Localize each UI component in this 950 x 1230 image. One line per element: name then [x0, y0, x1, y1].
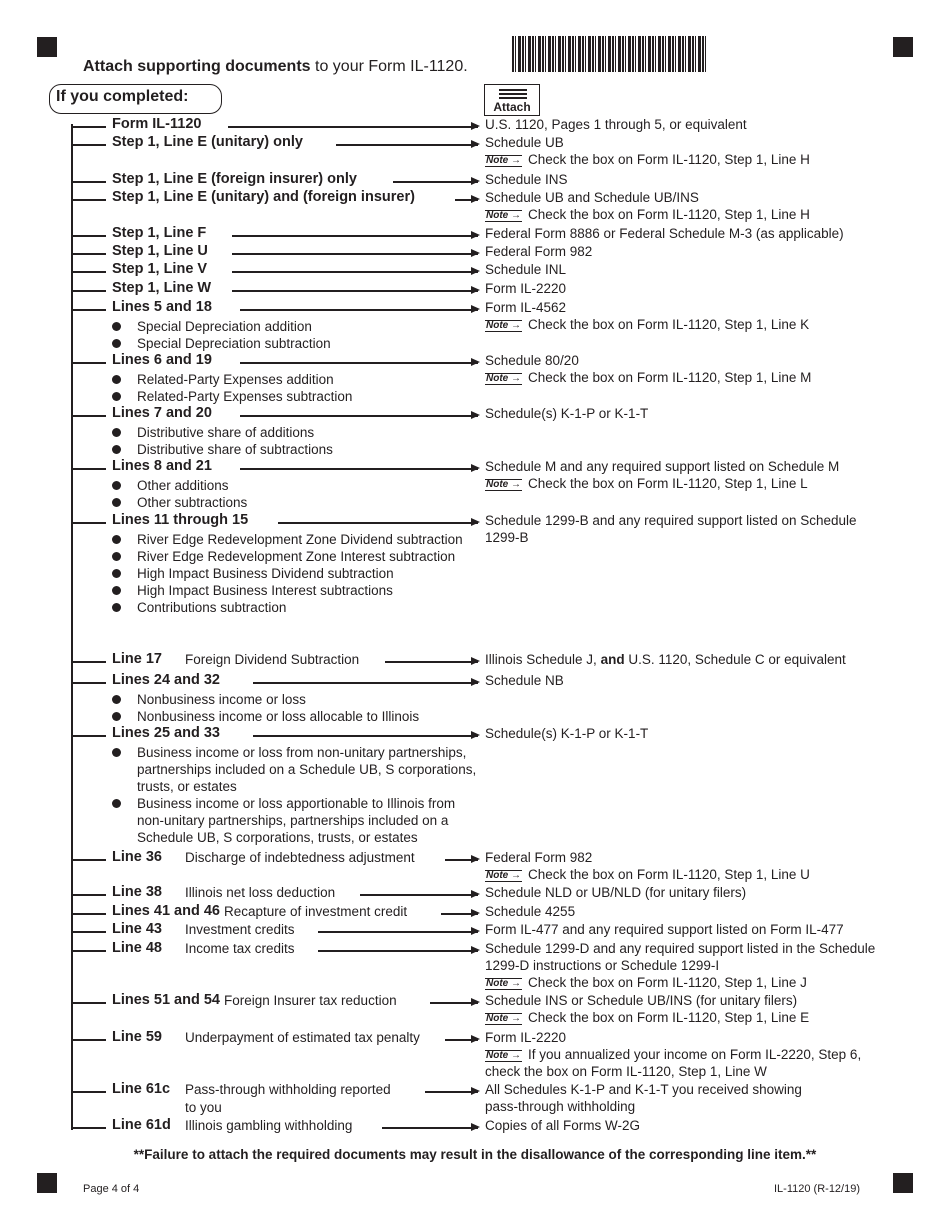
bullet-text: Business income or loss apportionable to Illinois from non-unitary partnerships, partnerships included on a Schedule UB, S corporations, trusts, or estates [137, 796, 456, 845]
row-label: Step 1, Line E (unitary) and (foreign insurer) [112, 189, 415, 205]
row-connector [71, 950, 106, 952]
note-line [485, 1009, 905, 1026]
note-line [485, 206, 905, 223]
arrow-connector [240, 362, 478, 364]
row-label: Step 1, Line E (foreign insurer) only [112, 171, 357, 187]
bullet-item [112, 565, 394, 582]
required-document: All Schedules K-1-P and K-1-T you received showing [485, 1082, 802, 1097]
tree-line [71, 124, 73, 1130]
note-line [485, 974, 905, 991]
note-line [485, 151, 905, 168]
row-connector [71, 309, 106, 311]
bullet-icon [112, 445, 121, 454]
bullet-item [112, 548, 456, 565]
doc-text: U.S. 1120, Schedule C or equivalent [624, 652, 846, 667]
bullet-text: Contributions subtraction [137, 600, 287, 615]
bullet-icon [112, 603, 121, 612]
row-description: Foreign Dividend Subtraction [185, 652, 360, 667]
row-connector [71, 468, 106, 470]
required-document: Schedule M and any required support listed on Schedule M [485, 459, 840, 474]
bullet-text: Nonbusiness income or loss allocable to Illinois [137, 709, 420, 724]
required-document: Form IL-2220 [485, 281, 567, 296]
arrow-connector [253, 682, 478, 684]
row-connector [71, 1091, 106, 1093]
bullet-item [112, 424, 315, 441]
arrow-connector [232, 253, 478, 255]
bullet-item [112, 477, 229, 494]
note-line-cont: check the box on Form IL-1120, Step 1, Line W [485, 1064, 767, 1079]
note-line [485, 369, 905, 386]
arrow-connector [455, 199, 478, 201]
row-connector [71, 144, 106, 146]
note-icon: Note → [486, 978, 521, 989]
registration-mark [893, 1173, 913, 1193]
required-document: Schedule(s) K-1-P or K-1-T [485, 726, 649, 741]
row-label: Line 17 [112, 651, 162, 667]
row-label: Lines 41 and 46 [112, 903, 220, 919]
required-document: Schedule(s) K-1-P or K-1-T [485, 406, 649, 421]
bullet-text: Other additions [137, 478, 229, 493]
required-document: Schedule NB [485, 673, 564, 688]
registration-mark [893, 37, 913, 57]
required-document: U.S. 1120, Pages 1 through 5, or equivalent [485, 117, 747, 132]
arrow-connector [360, 894, 478, 896]
row-label: Step 1, Line F [112, 225, 207, 241]
arrow-connector [240, 309, 478, 311]
row-connector [71, 661, 106, 663]
row-description: Recapture of investment credit [224, 904, 408, 919]
required-document [485, 651, 905, 668]
doc-text: Illinois Schedule J, [485, 652, 601, 667]
row-connector [71, 735, 106, 737]
arrow-connector [232, 271, 478, 273]
row-connector [71, 859, 106, 861]
bullet-icon [112, 392, 121, 401]
arrow-connector [278, 522, 478, 524]
required-document: Copies of all Forms W-2G [485, 1118, 641, 1133]
bullet-icon [112, 586, 121, 595]
note-line [485, 1046, 905, 1063]
row-connector [71, 235, 106, 237]
row-label: Lines 8 and 21 [112, 458, 212, 474]
bullet-icon [112, 695, 121, 704]
bullet-item [112, 599, 287, 616]
bullet-item [112, 582, 393, 599]
bullet-text: Distributive share of subtractions [137, 442, 333, 457]
row-description: Investment credits [185, 922, 295, 937]
required-document: Federal Form 8886 or Federal Schedule M-3 (as applicable) [485, 226, 844, 241]
note-text: Check the box on Form IL-1120, Step 1, Line E [528, 1010, 810, 1025]
arrow-connector [318, 931, 478, 933]
row-connector [71, 913, 106, 915]
bullet-text: Nonbusiness income or loss [137, 692, 306, 707]
bullet-item [112, 691, 306, 708]
note-line [485, 866, 905, 883]
required-document: 1299-B [485, 530, 529, 545]
bullet-item [112, 795, 456, 845]
row-label: Lines 7 and 20 [112, 405, 212, 421]
row-description: Foreign Insurer tax reduction [224, 993, 397, 1008]
row-connector [71, 1127, 106, 1129]
bullet-item [112, 494, 248, 511]
required-document: Schedule INS [485, 172, 568, 187]
row-description: Income tax credits [185, 941, 295, 956]
required-document: Schedule UB and Schedule UB/INS [485, 190, 699, 205]
bullet-icon [112, 569, 121, 578]
row-label: Line 38 [112, 884, 162, 900]
required-document: 1299-D instructions or Schedule 1299-I [485, 958, 720, 973]
row-label: Step 1, Line U [112, 243, 208, 259]
row-connector [71, 931, 106, 933]
arrow-connector [445, 1039, 478, 1041]
bullet-text: Related-Party Expenses addition [137, 372, 334, 387]
note-icon: Note → [486, 1013, 521, 1024]
bullet-icon [112, 799, 121, 808]
bullet-icon [112, 339, 121, 348]
bullet-item [112, 441, 333, 458]
arrow-connector [336, 144, 478, 146]
bullet-text: High Impact Business Dividend subtraction [137, 566, 394, 581]
barcode [512, 36, 708, 72]
arrow-connector [445, 859, 478, 861]
bullet-text: High Impact Business Interest subtractions [137, 583, 393, 598]
row-label: Step 1, Line E (unitary) only [112, 134, 303, 150]
row-connector [71, 415, 106, 417]
note-icon: Note → [486, 1050, 521, 1061]
required-document: Schedule INS or Schedule UB/INS (for unitary filers) [485, 993, 798, 1008]
row-label: Lines 11 through 15 [112, 512, 249, 528]
bullet-icon [112, 428, 121, 437]
row-description: Pass-through withholding reported [185, 1082, 391, 1097]
bullet-text: Business income or loss from non-unitary partnerships, partnerships included on a Schedule UB, S corporations, trusts, or estates [137, 745, 477, 794]
row-connector [71, 290, 106, 292]
bullet-text: Related-Party Expenses subtraction [137, 389, 353, 404]
arrow-connector [441, 913, 478, 915]
page-number: Page 4 of 4 [83, 1183, 140, 1195]
arrow-connector [240, 415, 478, 417]
note-text: Check the box on Form IL-1120, Step 1, Line L [528, 476, 808, 491]
required-document: Federal Form 982 [485, 850, 593, 865]
row-label: Form IL-1120 [112, 116, 202, 132]
arrow-connector [232, 235, 478, 237]
note-text: Check the box on Form IL-1120, Step 1, Line H [528, 207, 810, 222]
row-label: Lines 24 and 32 [112, 672, 220, 688]
row-connector [71, 894, 106, 896]
required-document: Schedule NLD or UB/NLD (for unitary filers) [485, 885, 747, 900]
row-label: Line 36 [112, 849, 162, 865]
bullet-icon [112, 322, 121, 331]
row-label: Lines 25 and 33 [112, 725, 220, 741]
row-label: Lines 51 and 54 [112, 992, 220, 1008]
bullet-icon [112, 375, 121, 384]
bullet-item [112, 318, 312, 335]
arrow-connector [318, 950, 478, 952]
row-description: Discharge of indebtedness adjustment [185, 850, 415, 865]
row-label: Step 1, Line W [112, 280, 212, 296]
bullet-item [112, 744, 477, 794]
required-document: Schedule 1299-B and any required support listed on Schedule [485, 513, 857, 528]
row-label: Line 59 [112, 1029, 162, 1045]
arrow-connector [240, 468, 478, 470]
bullet-icon [112, 552, 121, 561]
bullet-text: Distributive share of additions [137, 425, 315, 440]
bullet-text: Other subtractions [137, 495, 248, 510]
bullet-text: River Edge Redevelopment Zone Interest subtraction [137, 549, 456, 564]
bullet-text: Special Depreciation addition [137, 319, 312, 334]
page-title: Attach supporting documents to your Form IL-1120. [83, 58, 468, 75]
note-icon: Note → [486, 320, 521, 331]
row-label: Line 43 [112, 921, 162, 937]
row-connector [71, 181, 106, 183]
form-id: IL-1120 (R-12/19) [774, 1183, 861, 1195]
arrow-connector [253, 735, 478, 737]
note-icon: Note → [486, 210, 521, 221]
note-text: Check the box on Form IL-1120, Step 1, Line M [528, 370, 812, 385]
arrow-connector [382, 1127, 478, 1129]
required-document: Schedule INL [485, 262, 567, 277]
arrow-connector [232, 290, 478, 292]
row-connector [71, 271, 106, 273]
note-text: Check the box on Form IL-1120, Step 1, Line U [528, 867, 810, 882]
bullet-icon [112, 481, 121, 490]
attach-icon: Attach [484, 84, 540, 116]
row-connector [71, 126, 106, 128]
bullet-text: River Edge Redevelopment Zone Dividend subtraction [137, 532, 463, 547]
if-completed-label: If you completed: [49, 84, 222, 114]
required-document: pass-through withholding [485, 1099, 636, 1114]
required-document: Form IL-4562 [485, 300, 567, 315]
arrow-connector [425, 1091, 478, 1093]
required-document: Schedule 4255 [485, 904, 576, 919]
bullet-icon [112, 712, 121, 721]
bullet-item [112, 708, 420, 725]
row-description: Illinois gambling withholding [185, 1118, 353, 1133]
required-document: Form IL-477 and any required support listed on Form IL-477 [485, 922, 844, 937]
row-label: Step 1, Line V [112, 261, 208, 277]
required-document: Form IL-2220 [485, 1030, 567, 1045]
row-description: Underpayment of estimated tax penalty [185, 1030, 420, 1045]
bullet-item [112, 335, 331, 352]
row-connector [71, 199, 106, 201]
required-document: Schedule 1299-D and any required support listed in the Schedule [485, 941, 876, 956]
arrow-connector [393, 181, 478, 183]
bullet-icon [112, 498, 121, 507]
row-connector [71, 1002, 106, 1004]
note-icon: Note → [486, 479, 521, 490]
row-connector [71, 362, 106, 364]
note-icon: Note → [486, 155, 521, 166]
row-connector [71, 522, 106, 524]
note-line [485, 316, 905, 333]
bullet-item [112, 531, 463, 548]
row-label: Line 61d [112, 1117, 171, 1133]
registration-mark [37, 37, 57, 57]
row-label: Lines 5 and 18 [112, 299, 212, 315]
note-text: Check the box on Form IL-1120, Step 1, Line H [528, 152, 810, 167]
row-connector [71, 682, 106, 684]
registration-mark [37, 1173, 57, 1193]
failure-warning: **Failure to attach the required documents may result in the disallowance of the corresponding line item.** [133, 1147, 817, 1162]
row-label: Lines 6 and 19 [112, 352, 212, 368]
row-description: Illinois net loss deduction [185, 885, 336, 900]
bullet-item [112, 388, 353, 405]
arrow-connector [228, 126, 478, 128]
note-text: Check the box on Form IL-1120, Step 1, Line K [528, 317, 810, 332]
row-connector [71, 1039, 106, 1041]
required-document: Schedule 80/20 [485, 353, 579, 368]
row-connector [71, 253, 106, 255]
row-label: Line 48 [112, 940, 162, 956]
arrow-connector [430, 1002, 478, 1004]
note-icon: Note → [486, 373, 521, 384]
required-document: Federal Form 982 [485, 244, 593, 259]
bullet-item [112, 371, 334, 388]
doc-text-bold: and [600, 652, 625, 667]
row-description-cont: to you [185, 1100, 222, 1115]
note-text: If you annualized your income on Form IL-2220, Step 6, [528, 1047, 862, 1062]
note-text: Check the box on Form IL-1120, Step 1, Line J [528, 975, 807, 990]
note-icon: Note → [486, 870, 521, 881]
note-line [485, 475, 905, 492]
bullet-text: Special Depreciation subtraction [137, 336, 331, 351]
bullet-icon [112, 535, 121, 544]
arrow-connector [385, 661, 478, 663]
required-document: Schedule UB [485, 135, 564, 150]
bullet-icon [112, 748, 121, 757]
row-label: Line 61c [112, 1081, 171, 1097]
